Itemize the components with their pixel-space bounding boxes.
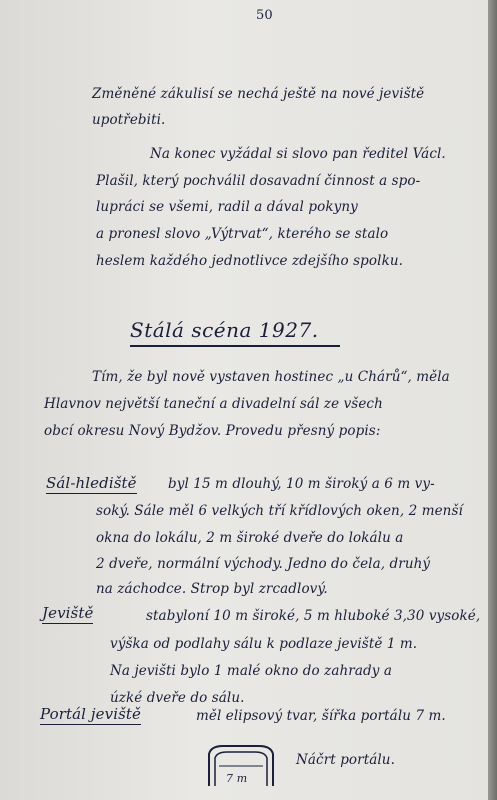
section-label-hall: Sál-hlediště [46,474,137,492]
hall-line-4: 2 dveře, normální východy. Jedno do čela, druhý [96,556,431,572]
section-label-stage: Jeviště [42,604,94,622]
page-number: 50 [256,8,273,23]
paragraph1-line-2: upotřebiti. [92,112,166,128]
stage-line-3: Na jevišti bylo 1 malé okno do zahrady a [110,663,393,679]
paragraph2-line-1: Na konec vyžádal si slovo pan ředitel Václ. [150,146,446,162]
stage-line-2: výška od podlahy sálu k podlaze jeviště 1 m. [110,636,418,652]
stage-line-4: úzké dveře do sálu. [110,690,245,706]
section-heading: Stálá scéna 1927. [130,318,319,342]
paragraph2-line-4: a pronesl slovo „Výtrvat“, kterého se stalo [96,226,389,242]
hall-line-1: byl 15 m dlouhý, 10 m široký a 6 m vy- [168,476,435,492]
heading-underline [130,345,340,347]
paragraph3-line-1: Tím, že byl nově vystaven hostinec „u Chárů“, měla [92,369,450,385]
paragraph1-line-1: Změněné zákulisí se nechá ještě na nové jeviště [92,86,425,102]
paragraph3-line-3: obcí okresu Nový Bydžov. Provedu přesný popis: [44,423,381,439]
paragraph2-line-2: Plašil, který pochválil dosavadní činnost a spo- [96,173,421,189]
paragraph2-line-3: lupráci se všemi, radil a dával pokyny [96,199,358,215]
paragraph2-line-5: heslem každého jednotlivce zdejšího spolku. [96,253,404,269]
portal-line-1: měl elipsový tvar, šířka portálu 7 m. [196,708,446,724]
paragraph3-line-2: Hlavnov největší taneční a divadelní sál ze všech [44,396,383,412]
page-edge [488,0,497,800]
hall-line-2: soký. Sále měl 6 velkých tří křídlových oken, 2 menší [96,503,463,519]
sketch-width-label: 7 m [226,772,248,785]
hall-line-3: okna do lokálu, 2 m široké dveře do lokálu a [96,530,404,546]
sketch-caption: Náčrt portálu. [296,752,395,768]
section-label-portal: Portál jeviště [40,705,142,723]
hall-line-5: na záchodce. Strop byl zrcadlový. [96,581,328,597]
stage-line-1: stabyloní 10 m široké, 5 m hluboké 3,30 vysoké, [146,608,481,624]
